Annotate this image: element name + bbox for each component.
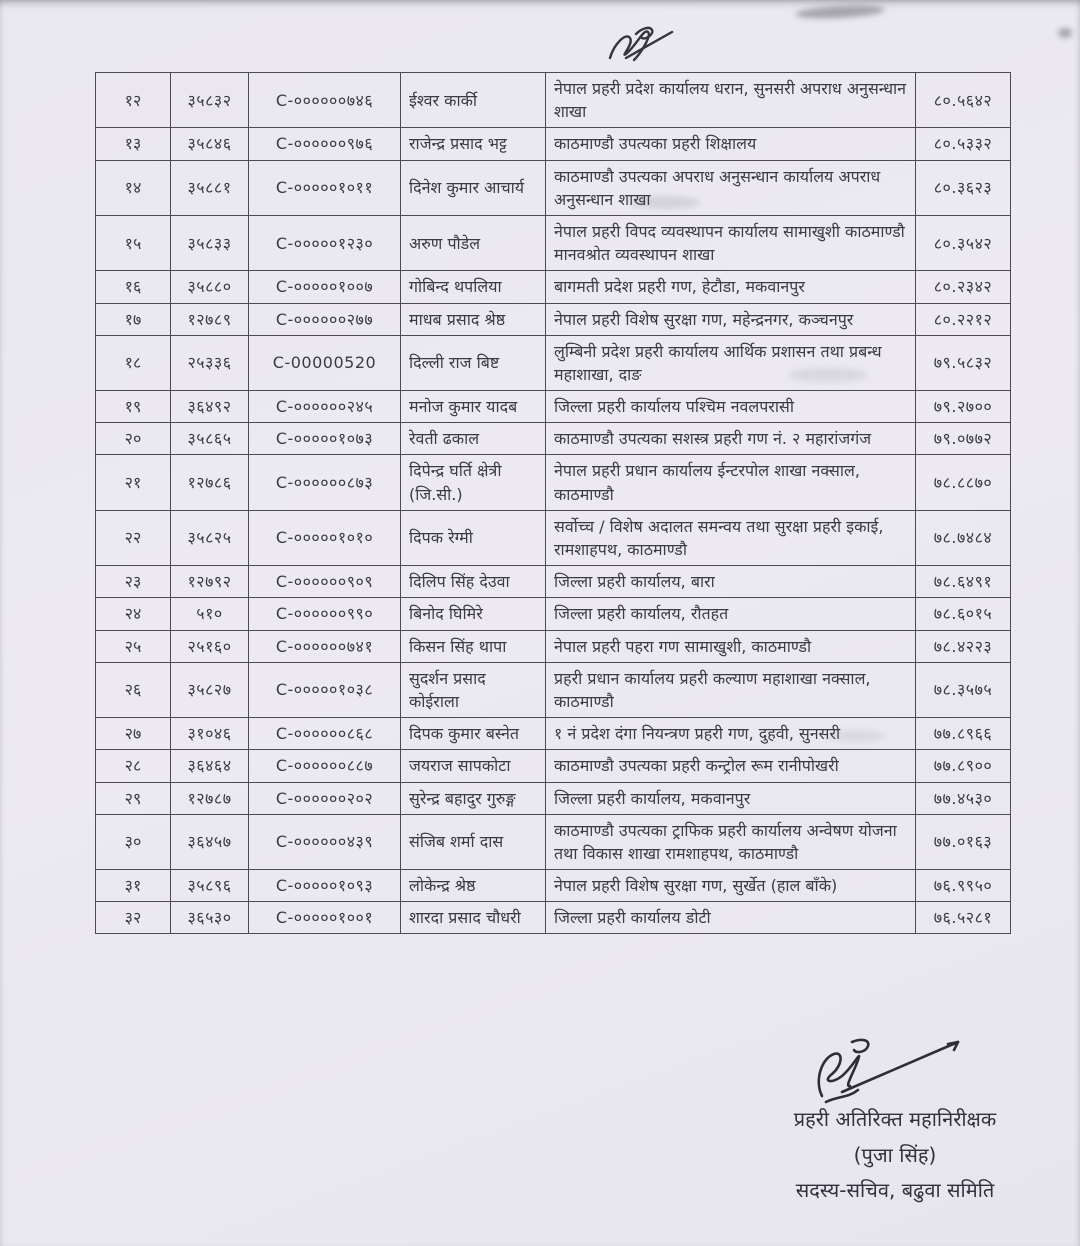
table-row <box>96 662 1011 717</box>
cell-officer-name: शारदा प्रसाद चौधरी <box>401 902 546 934</box>
cell-serial-number: १६ <box>96 271 171 303</box>
cell-officer-name: मनोज कुमार यादब <box>401 391 546 423</box>
cell-score: ७९.५८३२ <box>916 335 1011 390</box>
table-row <box>96 814 1011 869</box>
cell-citizen-code: C-०००००१२३० <box>249 215 401 270</box>
signature-block <box>735 1102 1055 1209</box>
cell-office: जिल्ला प्रहरी कार्यालय पश्चिम नवलपरासी <box>546 391 916 423</box>
table-row <box>96 271 1011 303</box>
cell-officer-name: माधब प्रसाद श्रेष्ठ <box>401 303 546 335</box>
cell-serial-number: २१ <box>96 455 171 510</box>
cell-score: ७९.२७०० <box>916 391 1011 423</box>
table-row <box>96 902 1011 934</box>
cell-score: ७७.४५३० <box>916 782 1011 814</box>
cell-officer-name: अरुण पौडेल <box>401 215 546 270</box>
cell-citizen-code: C-०००००१००१ <box>249 902 401 934</box>
table-row <box>96 870 1011 902</box>
cell-regimental-number: ३६४६४ <box>171 750 249 782</box>
cell-citizen-code: C-०००००१०३८ <box>249 662 401 717</box>
table-row <box>96 630 1011 662</box>
cell-regimental-number: ३५८८० <box>171 271 249 303</box>
cell-citizen-code: C-००००००२०२ <box>249 782 401 814</box>
cell-score: ७८.३५७५ <box>916 662 1011 717</box>
cell-serial-number: २७ <box>96 718 171 750</box>
cell-citizen-code: C-00000520 <box>249 335 401 390</box>
cell-citizen-code: C-००००००७४१ <box>249 630 401 662</box>
cell-serial-number: १९ <box>96 391 171 423</box>
cell-officer-name: दिल्ली राज बिष्ट <box>401 335 546 390</box>
cell-citizen-code: C-०००००१०१० <box>249 510 401 565</box>
cell-office: जिल्ला प्रहरी कार्यालय, मकवानपुर <box>546 782 916 814</box>
cell-regimental-number: १२७८७ <box>171 782 249 814</box>
cell-score: ८०.५३३२ <box>916 128 1011 160</box>
cell-serial-number: १५ <box>96 215 171 270</box>
cell-serial-number: २५ <box>96 630 171 662</box>
table-row <box>96 160 1011 215</box>
cell-regimental-number: ३६४९२ <box>171 391 249 423</box>
signatory-title: प्रहरी अतिरिक्त महानिरीक्षक <box>793 1107 997 1131</box>
cell-score: ८०.३६२३ <box>916 160 1011 215</box>
cell-officer-name: दिपक कुमार बस्नेत <box>401 718 546 750</box>
cell-citizen-code: C-००००००७४६ <box>249 73 401 128</box>
cell-serial-number: २० <box>96 423 171 455</box>
cell-score: ७६.५२८१ <box>916 902 1011 934</box>
cell-officer-name: रेवती ढकाल <box>401 423 546 455</box>
cell-score: ७७.८९०० <box>916 750 1011 782</box>
cell-office: काठमाण्डौ उपत्यका अपराध अनुसन्धान कार्यालय अपराध अनुसन्धान शाखा <box>546 160 916 215</box>
officer-table <box>95 72 1011 934</box>
officer-table-body <box>96 73 1011 934</box>
table-row <box>96 215 1011 270</box>
cell-officer-name: ईश्वर कार्की <box>401 73 546 128</box>
cell-regimental-number: १२७८६ <box>171 455 249 510</box>
cell-citizen-code: C-००००००२७७ <box>249 303 401 335</box>
cell-officer-name: दिनेश कुमार आचार्य <box>401 160 546 215</box>
cell-citizen-code: C-००००००९०९ <box>249 566 401 598</box>
cell-citizen-code: C-००००००९७६ <box>249 128 401 160</box>
cell-citizen-code: C-००००००४३९ <box>249 814 401 869</box>
cell-office: नेपाल प्रहरी पहरा गण सामाखुशी, काठमाण्डौ <box>546 630 916 662</box>
signatory-role: सदस्य-सचिव, बढुवा समिति <box>795 1178 995 1203</box>
table-row <box>96 750 1011 782</box>
cell-office: नेपाल प्रहरी प्रधान कार्यालय ईन्टरपोल शाखा नक्साल, काठमाण्डौ <box>546 455 916 510</box>
cell-office: प्रहरी प्रधान कार्यालय प्रहरी कल्याण महाशाखा नक्साल, काठमाण्डौ <box>546 662 916 717</box>
table-row <box>96 303 1011 335</box>
cell-officer-name: बिनोद घिमिरे <box>401 598 546 630</box>
table-row <box>96 423 1011 455</box>
cell-score: ७८.४२२३ <box>916 630 1011 662</box>
cell-office: सर्वोच्च / विशेष अदालत समन्वय तथा सुरक्षा प्रहरी इकाई, रामशाहपथ, काठमाण्डौ <box>546 510 916 565</box>
cell-score: ८०.५६४२ <box>916 73 1011 128</box>
cell-regimental-number: २५१६० <box>171 630 249 662</box>
cell-score: ८०.२३४२ <box>916 271 1011 303</box>
cell-regimental-number: १२७९२ <box>171 566 249 598</box>
cell-office: काठमाण्डौ उपत्यका प्रहरी शिक्षालय <box>546 128 916 160</box>
cell-regimental-number: ३५८४६ <box>171 128 249 160</box>
cell-office: काठमाण्डौ उपत्यका प्रहरी कन्ट्रोल रूम रानीपोखरी <box>546 750 916 782</box>
cell-citizen-code: C-०००००१०११ <box>249 160 401 215</box>
cell-serial-number: १३ <box>96 128 171 160</box>
table-row <box>96 782 1011 814</box>
table-row <box>96 455 1011 510</box>
cell-office: काठमाण्डौ उपत्यका सशस्त्र प्रहरी गण नं. २ महारांजगंज <box>546 423 916 455</box>
cell-citizen-code: C-००००००८६८ <box>249 718 401 750</box>
cell-office: जिल्ला प्रहरी कार्यालय, बारा <box>546 566 916 598</box>
cell-officer-name: राजेन्द्र प्रसाद भट्ट <box>401 128 546 160</box>
cell-regimental-number: १२७८९ <box>171 303 249 335</box>
cell-serial-number: ३० <box>96 814 171 869</box>
cell-citizen-code: C-००००००२४५ <box>249 391 401 423</box>
cell-regimental-number: ३१०४६ <box>171 718 249 750</box>
cell-serial-number: २८ <box>96 750 171 782</box>
handwritten-initials-icon <box>596 14 716 72</box>
cell-regimental-number: ३५८६५ <box>171 423 249 455</box>
cell-serial-number: १८ <box>96 335 171 390</box>
cell-office: काठमाण्डौ उपत्यका ट्राफिक प्रहरी कार्यालय अन्वेषण योजना तथा विकास शाखा रामशाहपथ, काठमाण्डौ <box>546 814 916 869</box>
table-row <box>96 598 1011 630</box>
cell-citizen-code: C-००००००९९० <box>249 598 401 630</box>
cell-office: नेपाल प्रहरी विशेष सुरक्षा गण, सुर्खेत (हाल बाँके) <box>546 870 916 902</box>
cell-regimental-number: ३६५३० <box>171 902 249 934</box>
cell-serial-number: ३१ <box>96 870 171 902</box>
cell-office: लुम्बिनी प्रदेश प्रहरी कार्यालय आर्थिक प्रशासन तथा प्रबन्ध महाशाखा, दाङ <box>546 335 916 390</box>
cell-office: जिल्ला प्रहरी कार्यालय, रौतहत <box>546 598 916 630</box>
cell-regimental-number: ५१० <box>171 598 249 630</box>
cell-score: ७८.६०१५ <box>916 598 1011 630</box>
cell-regimental-number: ३५८८१ <box>171 160 249 215</box>
table-row <box>96 128 1011 160</box>
table-row <box>96 718 1011 750</box>
cell-officer-name: गोबिन्द थपलिया <box>401 271 546 303</box>
cell-serial-number: १४ <box>96 160 171 215</box>
cell-officer-name: सुदर्शन प्रसाद कोईराला <box>401 662 546 717</box>
cell-score: ७८.७४८४ <box>916 510 1011 565</box>
table-row <box>96 510 1011 565</box>
cell-score: ८०.२२१२ <box>916 303 1011 335</box>
cell-office: बागमती प्रदेश प्रहरी गण, हेटौडा, मकवानपुर <box>546 271 916 303</box>
cell-regimental-number: ३५८२७ <box>171 662 249 717</box>
cell-score: ७९.०७७२ <box>916 423 1011 455</box>
cell-office: नेपाल प्रहरी विपद व्यवस्थापन कार्यालय सामाखुशी काठमाण्डौ मानवश्रोत व्यवस्थापन शाखा <box>546 215 916 270</box>
cell-office: १ नं प्रदेश दंगा नियन्त्रण प्रहरी गण, दुहवी, सुनसरी <box>546 718 916 750</box>
cell-regimental-number: २५३३६ <box>171 335 249 390</box>
cell-serial-number: २६ <box>96 662 171 717</box>
cell-score: ७७.८९६६ <box>916 718 1011 750</box>
cell-regimental-number: ३५८९६ <box>171 870 249 902</box>
signatory-name: (पुजा सिंह) <box>853 1142 937 1167</box>
cell-officer-name: किसन सिंह थापा <box>401 630 546 662</box>
cell-serial-number: १२ <box>96 73 171 128</box>
cell-citizen-code: C-०००००१०७३ <box>249 423 401 455</box>
cell-office: जिल्ला प्रहरी कार्यालय डोटी <box>546 902 916 934</box>
cell-serial-number: २९ <box>96 782 171 814</box>
cell-citizen-code: C-०००००१००७ <box>249 271 401 303</box>
cell-regimental-number: ३६४५७ <box>171 814 249 869</box>
cell-serial-number: २४ <box>96 598 171 630</box>
cell-officer-name: सुरेन्द्र बहादुर गुरुङ्ग <box>401 782 546 814</box>
cell-office: नेपाल प्रहरी प्रदेश कार्यालय धरान, सुनसरी अपराध अनुसन्धान शाखा <box>546 73 916 128</box>
cell-office: नेपाल प्रहरी विशेष सुरक्षा गण, महेन्द्रनगर, कञ्चनपुर <box>546 303 916 335</box>
cell-regimental-number: ३५८२५ <box>171 510 249 565</box>
table-row <box>96 335 1011 390</box>
cell-regimental-number: ३५८३२ <box>171 73 249 128</box>
cell-serial-number: ३२ <box>96 902 171 934</box>
cell-officer-name: दिपेन्द्र घर्ति क्षेत्री (जि.सी.) <box>401 455 546 510</box>
cell-citizen-code: C-०००००१०९३ <box>249 870 401 902</box>
cell-serial-number: १७ <box>96 303 171 335</box>
cell-officer-name: जयराज सापकोटा <box>401 750 546 782</box>
scan-smudge <box>795 4 886 21</box>
cell-score: ७७.०१६३ <box>916 814 1011 869</box>
table-row <box>96 73 1011 128</box>
cell-score: ७८.६४९१ <box>916 566 1011 598</box>
cell-officer-name: दिपक रेग्मी <box>401 510 546 565</box>
cell-regimental-number: ३५८३३ <box>171 215 249 270</box>
cell-officer-name: दिलिप सिंह देउवा <box>401 566 546 598</box>
cell-score: ८०.३५४२ <box>916 215 1011 270</box>
cell-score: ७८.८८७० <box>916 455 1011 510</box>
cell-serial-number: २२ <box>96 510 171 565</box>
cell-citizen-code: C-००००००८७३ <box>249 455 401 510</box>
cell-score: ७६.९९५० <box>916 870 1011 902</box>
table-row <box>96 566 1011 598</box>
cell-officer-name: संजिब शर्मा दास <box>401 814 546 869</box>
cell-serial-number: २३ <box>96 566 171 598</box>
cell-citizen-code: C-००००००८८७ <box>249 750 401 782</box>
cell-officer-name: लोकेन्द्र श्रेष्ठ <box>401 870 546 902</box>
scan-smudge <box>1058 28 1072 38</box>
table-row <box>96 391 1011 423</box>
